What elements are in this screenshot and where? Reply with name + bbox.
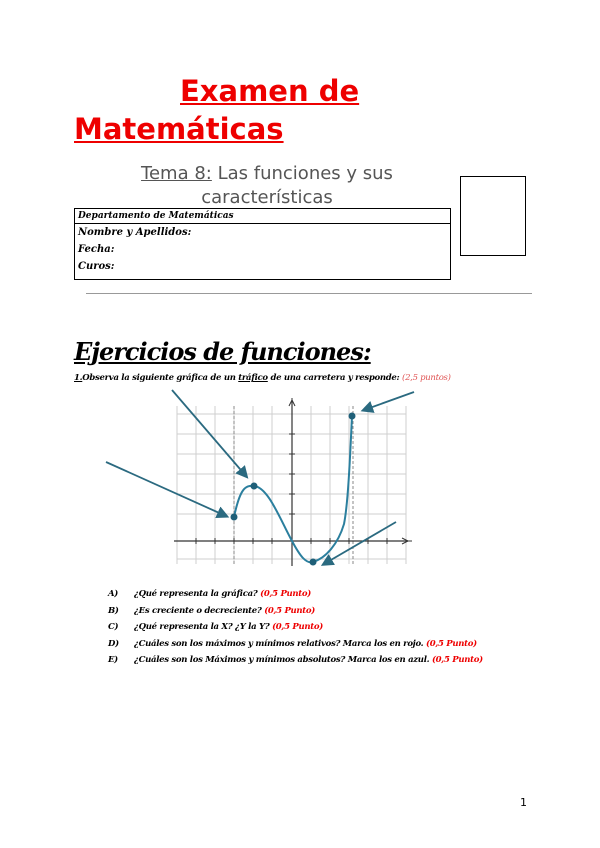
subquestion-d: D) ¿Cuáles son los máximos y mínimos relativos? Marca los en rojo. (0,5 Punto) <box>108 638 477 649</box>
subquestion-list <box>108 586 483 669</box>
page-number: 1 <box>520 796 527 809</box>
question-number: 1. <box>74 373 83 383</box>
subquestion-a: A) ¿Qué representa la gráfica? (0,5 Punto) <box>108 589 312 599</box>
exam-title-line1: Examen de <box>180 74 360 108</box>
course-field-label: Curos: <box>78 261 115 272</box>
subtitle-topic: Tema 8: <box>141 163 212 184</box>
question-keyword: tráfico <box>238 373 268 383</box>
question-text-start: Observa la siguiente gráfica de un <box>82 373 239 383</box>
subquestion-c: C) ¿Qué representa la X? ¿Y la Y? (0,5 Punto) <box>108 622 323 632</box>
subquestion-e: E) ¿Cuáles son los Máximos y mínimos absolutos? Marca los en azul. (0,5 Punto) <box>108 655 483 665</box>
subtitle-text: Las funciones y sus características <box>201 163 393 208</box>
section-heading: Ejercicios de funciones: <box>74 337 371 366</box>
exam-title-line2: Matemáticas <box>74 112 284 146</box>
name-field-label: Nombre y Apellidos: <box>78 227 192 238</box>
date-field-label: Fecha: <box>78 244 115 255</box>
subquestion-b: B) ¿Es creciente o decreciente? (0,5 Punto) <box>108 605 316 616</box>
department-label: Departamento de Matemáticas <box>75 209 450 224</box>
question-text-end: de una carretera y responde: <box>267 373 403 383</box>
question-points: (2,5 puntos) <box>402 373 451 383</box>
